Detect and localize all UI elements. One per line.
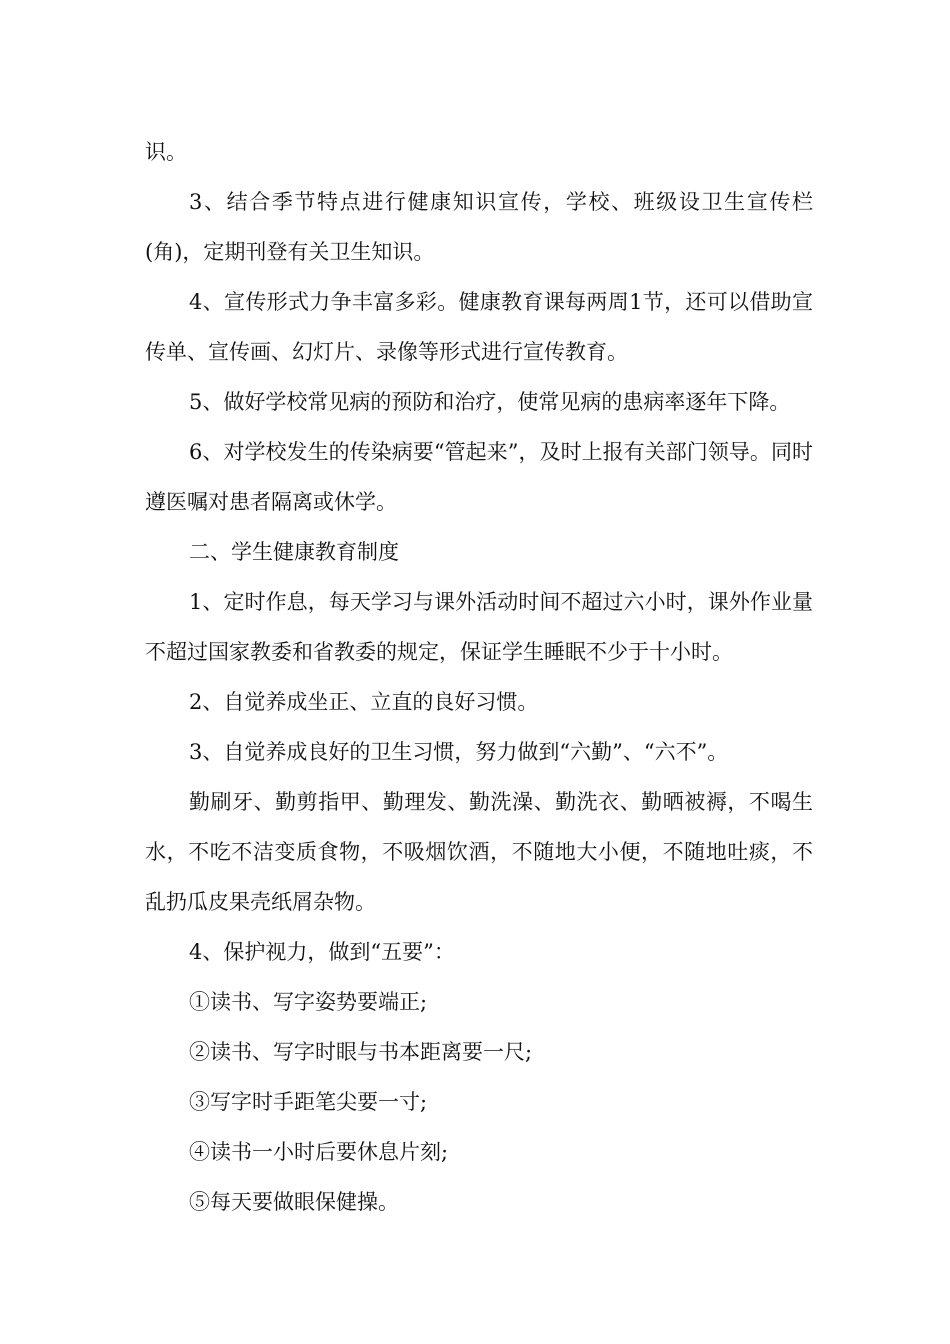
paragraph-hygiene-details: 勤刷牙、勤剪指甲、勤理发、勤洗澡、勤洗衣、勤晒被褥，不喝生水，不吃不洁变质食物，不吸烟饮酒，不随地大小便，不随地吐痰，不乱扔瓜皮果壳纸屑杂物。 — [145, 790, 813, 914]
document-body — [145, 127, 813, 1227]
paragraph-rule-3-hygiene: 3、自觉养成良好的卫生习惯，努力做到“六勤”、“六不”。 — [189, 740, 729, 764]
paragraph-item-6-infectious-disease: 6、对学校发生的传染病要“管起来”，及时上报有关部门领导。同时遵医嘱对患者隔离或休学。 — [145, 440, 813, 514]
section-heading: 二、学生健康教育制度 — [189, 540, 399, 564]
paragraph-rule-4-vision: 4、保护视力，做到“五要”： — [189, 940, 455, 964]
list-item-vision-3: ③写字时手距笔尖要一寸; — [189, 1090, 428, 1114]
paragraph-rule-1-schedule: 1、定时作息，每天学习与课外活动时间不超过六小时，课外作业量不超过国家教委和省教委的规定，保证学生睡眠不少于十小时。 — [145, 590, 813, 664]
paragraph-continuation: 识。 — [145, 140, 187, 164]
list-item-vision-4: ④读书一小时后要休息片刻; — [189, 1140, 449, 1164]
list-item-vision-5: ⑤每天要做眼保健操。 — [189, 1190, 399, 1214]
paragraph-item-5-disease-prevention: 5、做好学校常见病的预防和治疗，使常见病的患病率逐年下降。 — [189, 390, 791, 414]
list-item-vision-2: ②读书、写字时眼与书本距离要一尺; — [189, 1040, 533, 1064]
paragraph-rule-2-posture: 2、自觉养成坐正、立直的良好习惯。 — [189, 690, 539, 714]
paragraph-item-4-publicity-forms: 4、宣传形式力争丰富多彩。健康教育课每两周1节，还可以借助宣传单、宣传画、幻灯片、录像等形式进行宣传教育。 — [145, 290, 813, 364]
paragraph-item-3-seasonal-publicity: 3、结合季节特点进行健康知识宣传，学校、班级设卫生宣传栏(角)，定期刊登有关卫生知识。 — [145, 190, 813, 264]
list-item-vision-1: ①读书、写字姿势要端正; — [189, 990, 428, 1014]
